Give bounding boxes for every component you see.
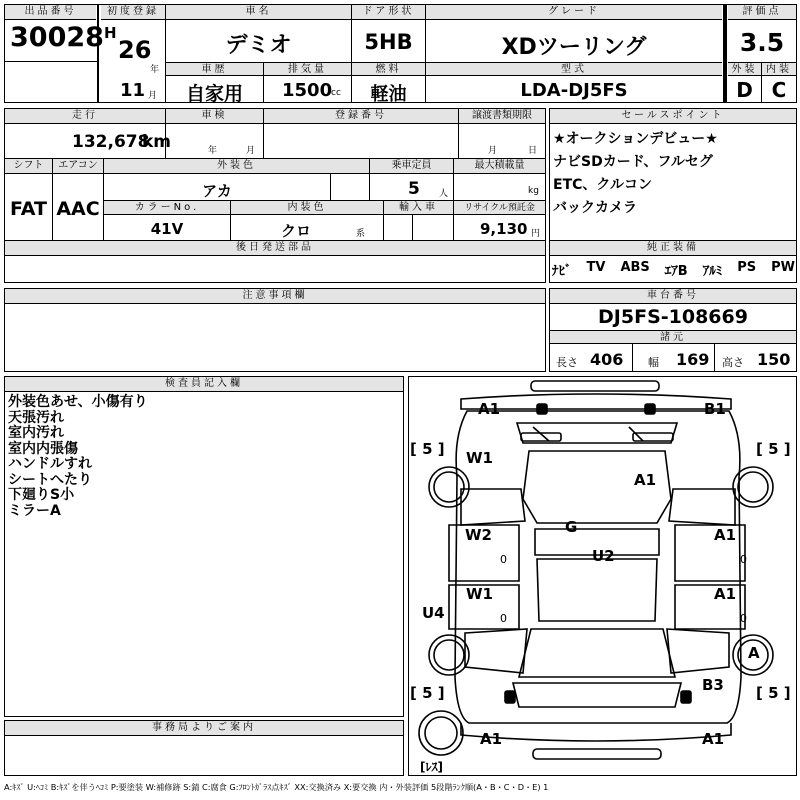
damage-mark: A1 — [480, 730, 503, 748]
inspector-line: ハンドルすれ — [8, 456, 92, 472]
mileage-unit: km — [142, 132, 172, 152]
displacement: 1500 — [282, 80, 333, 101]
first-reg-label: 初度登録 — [101, 5, 165, 20]
insp-year-unit: 年 — [208, 146, 218, 156]
lot-number: 30028 — [10, 22, 104, 53]
reg-month: 11 — [120, 80, 146, 101]
transfer-month-unit: 月 — [488, 146, 498, 156]
damage-mark: A — [748, 644, 760, 662]
damage-mark: W1 — [466, 585, 493, 603]
score-label: 評価点 — [728, 5, 796, 20]
fuel: 軽油 — [370, 84, 407, 105]
era: H — [104, 24, 117, 42]
legend: A:ｷｽﾞ U:ﾍｺﾐ B:ｷｽﾞを伴うﾍｺﾐ P:要塗装 W:補修跡 S:錆 C:腐食 G:ﾌﾛﾝﾄｶﾞﾗｽ点ｷｽﾞ XX:交換済み X:要交換 内・外装評価 5段階ﾗﾝｸ順(A・B・C・D・E) 1 — [4, 782, 549, 792]
equipment-item: PS — [737, 260, 757, 275]
load-label: 最大積載量 — [454, 159, 545, 174]
import-label: 輸入車 — [384, 201, 453, 215]
inspector-label: 検査員記入欄 — [5, 377, 403, 392]
tire-rr-tread: [ 5 ] — [756, 684, 791, 702]
int-label: 内装 — [762, 62, 796, 76]
equipment-item: ABS — [620, 260, 650, 275]
reg-no-label: 登録番号 — [264, 109, 458, 124]
damage-mark: 0 — [740, 612, 747, 625]
transfer-day-unit: 日 — [528, 146, 538, 156]
grade: XDツーリング — [501, 35, 647, 60]
grade-label: グレード — [426, 5, 722, 20]
reg-year-unit: 年 — [150, 65, 160, 75]
reg-year: 26 — [118, 36, 152, 64]
int-grade: C — [771, 78, 787, 102]
height-label: 高さ — [722, 356, 744, 369]
width: 169 — [676, 350, 710, 369]
inspector-line: シートへたり — [8, 471, 92, 488]
length: 406 — [590, 350, 624, 369]
later-parts-label: 後日発送部品 — [5, 241, 545, 256]
history-label: 車歴 — [166, 62, 263, 76]
chassis-number: DJ5FS-108669 — [598, 306, 748, 328]
office-label: 事務局よりご案内 — [5, 721, 403, 736]
chassis-label: 車台番号 — [550, 289, 796, 304]
insp-month-unit: 月 — [246, 146, 256, 156]
car-diagram — [409, 377, 796, 775]
equipment-item: TV — [586, 260, 606, 275]
sales-line: ★オークションデビュー★ — [553, 131, 718, 147]
car-name: デミオ — [225, 33, 292, 58]
mileage-label: 走行 — [5, 109, 165, 124]
model-code: LDA-DJ5FS — [520, 80, 628, 101]
inspector-line: 天張汚れ — [8, 409, 64, 426]
damage-mark: U2 — [592, 547, 615, 565]
ac-label: エアコン — [53, 159, 103, 174]
damage-mark: 0 — [740, 553, 747, 566]
sales-points — [553, 128, 793, 220]
color-number: 41V — [150, 220, 184, 238]
equipment-label: 純正装備 — [550, 241, 796, 256]
door-type: 5HB — [364, 30, 413, 54]
inspection-label: 車検 — [166, 109, 263, 124]
door-label: ドア形状 — [352, 5, 425, 20]
capacity-label: 乗車定員 — [370, 159, 453, 174]
damage-mark: A1 — [702, 730, 725, 748]
width-label: 幅 — [648, 356, 659, 369]
interior-color-unit: 系 — [356, 229, 366, 239]
shift-label: シフト — [5, 159, 52, 174]
tire-rl-tread: [ 5 ] — [410, 684, 445, 702]
damage-mark: A1 — [714, 585, 737, 603]
damage-mark: W1 — [466, 449, 493, 467]
damage-mark: U4 — [422, 604, 445, 622]
equipment-item: ﾅﾋﾞ — [552, 264, 572, 279]
load-unit: kg — [528, 186, 539, 196]
ext-label: 外装 — [728, 62, 761, 76]
equipment-list — [552, 260, 795, 279]
inspector-line: 室内内張傷 — [8, 440, 78, 457]
damage-mark: B3 — [702, 676, 724, 694]
equipment-item: ｱﾙﾐ — [702, 264, 723, 279]
inspector-notes — [8, 395, 398, 519]
damage-mark: A1 — [634, 471, 657, 489]
damage-mark: W2 — [465, 526, 492, 544]
inspector-line: 室内汚れ — [8, 425, 64, 441]
fuel-label: 燃料 — [352, 62, 425, 76]
model-label: 型式 — [426, 62, 722, 76]
displacement-unit: cc — [331, 88, 341, 98]
exterior-color: アカ — [202, 182, 232, 200]
notes-label: 注意事項欄 — [5, 289, 545, 304]
equipment-item: ｴｱB — [664, 264, 688, 279]
damage-mark: A1 — [478, 400, 501, 418]
inspector-line: 外装色あせ、小傷有り — [8, 394, 148, 410]
damage-mark: G — [565, 518, 578, 536]
sales-line: ナビSDカード、フルセグ — [553, 154, 713, 170]
displacement-label: 排気量 — [264, 62, 351, 76]
capacity: 5 — [408, 179, 420, 199]
ext-grade: D — [736, 78, 753, 102]
spare-tire-label: [ﾚｽ] — [420, 760, 443, 774]
recycle-label: リサイクル預託金 — [454, 201, 545, 215]
interior-color: クロ — [280, 222, 311, 240]
air-conditioner: AAC — [56, 198, 100, 220]
transfer-label: 譲渡書類期限 — [459, 109, 545, 124]
inspector-line: ミラーA — [8, 502, 61, 519]
dims-label: 諸元 — [550, 330, 796, 344]
inspector-line: 下廻りS小 — [8, 487, 75, 503]
reg-month-unit: 月 — [148, 91, 158, 101]
name-label: 車名 — [166, 5, 351, 20]
damage-mark: 0 — [500, 553, 507, 566]
interior-color-label: 内装色 — [231, 201, 383, 215]
sales-line: ETC、クルコン — [553, 177, 652, 193]
recycle-unit: 円 — [531, 229, 541, 239]
tire-fr-tread: [ 5 ] — [756, 440, 791, 458]
mileage: 132,678 — [72, 132, 150, 152]
length-label: 長さ — [556, 356, 578, 369]
lot-no-label: 出品番号 — [5, 5, 96, 20]
sales-label: セールスポイント — [550, 109, 796, 124]
tire-fl-tread: [ 5 ] — [410, 440, 445, 458]
color-no-label: カラーNo. — [104, 201, 230, 215]
damage-mark: A1 — [714, 526, 737, 544]
damage-mark: 0 — [500, 612, 507, 625]
damage-mark: B1 — [704, 400, 726, 418]
shift: FAT — [10, 198, 47, 220]
car-history: 自家用 — [185, 83, 243, 105]
equipment-item: PW — [771, 260, 795, 275]
capacity-unit: 人 — [439, 189, 449, 199]
score: 3.5 — [739, 28, 785, 57]
recycle-fee: 9,130 — [480, 220, 528, 238]
height: 150 — [757, 350, 791, 369]
sales-line: バックカメラ — [553, 200, 637, 216]
color-label: 外装色 — [104, 159, 369, 174]
